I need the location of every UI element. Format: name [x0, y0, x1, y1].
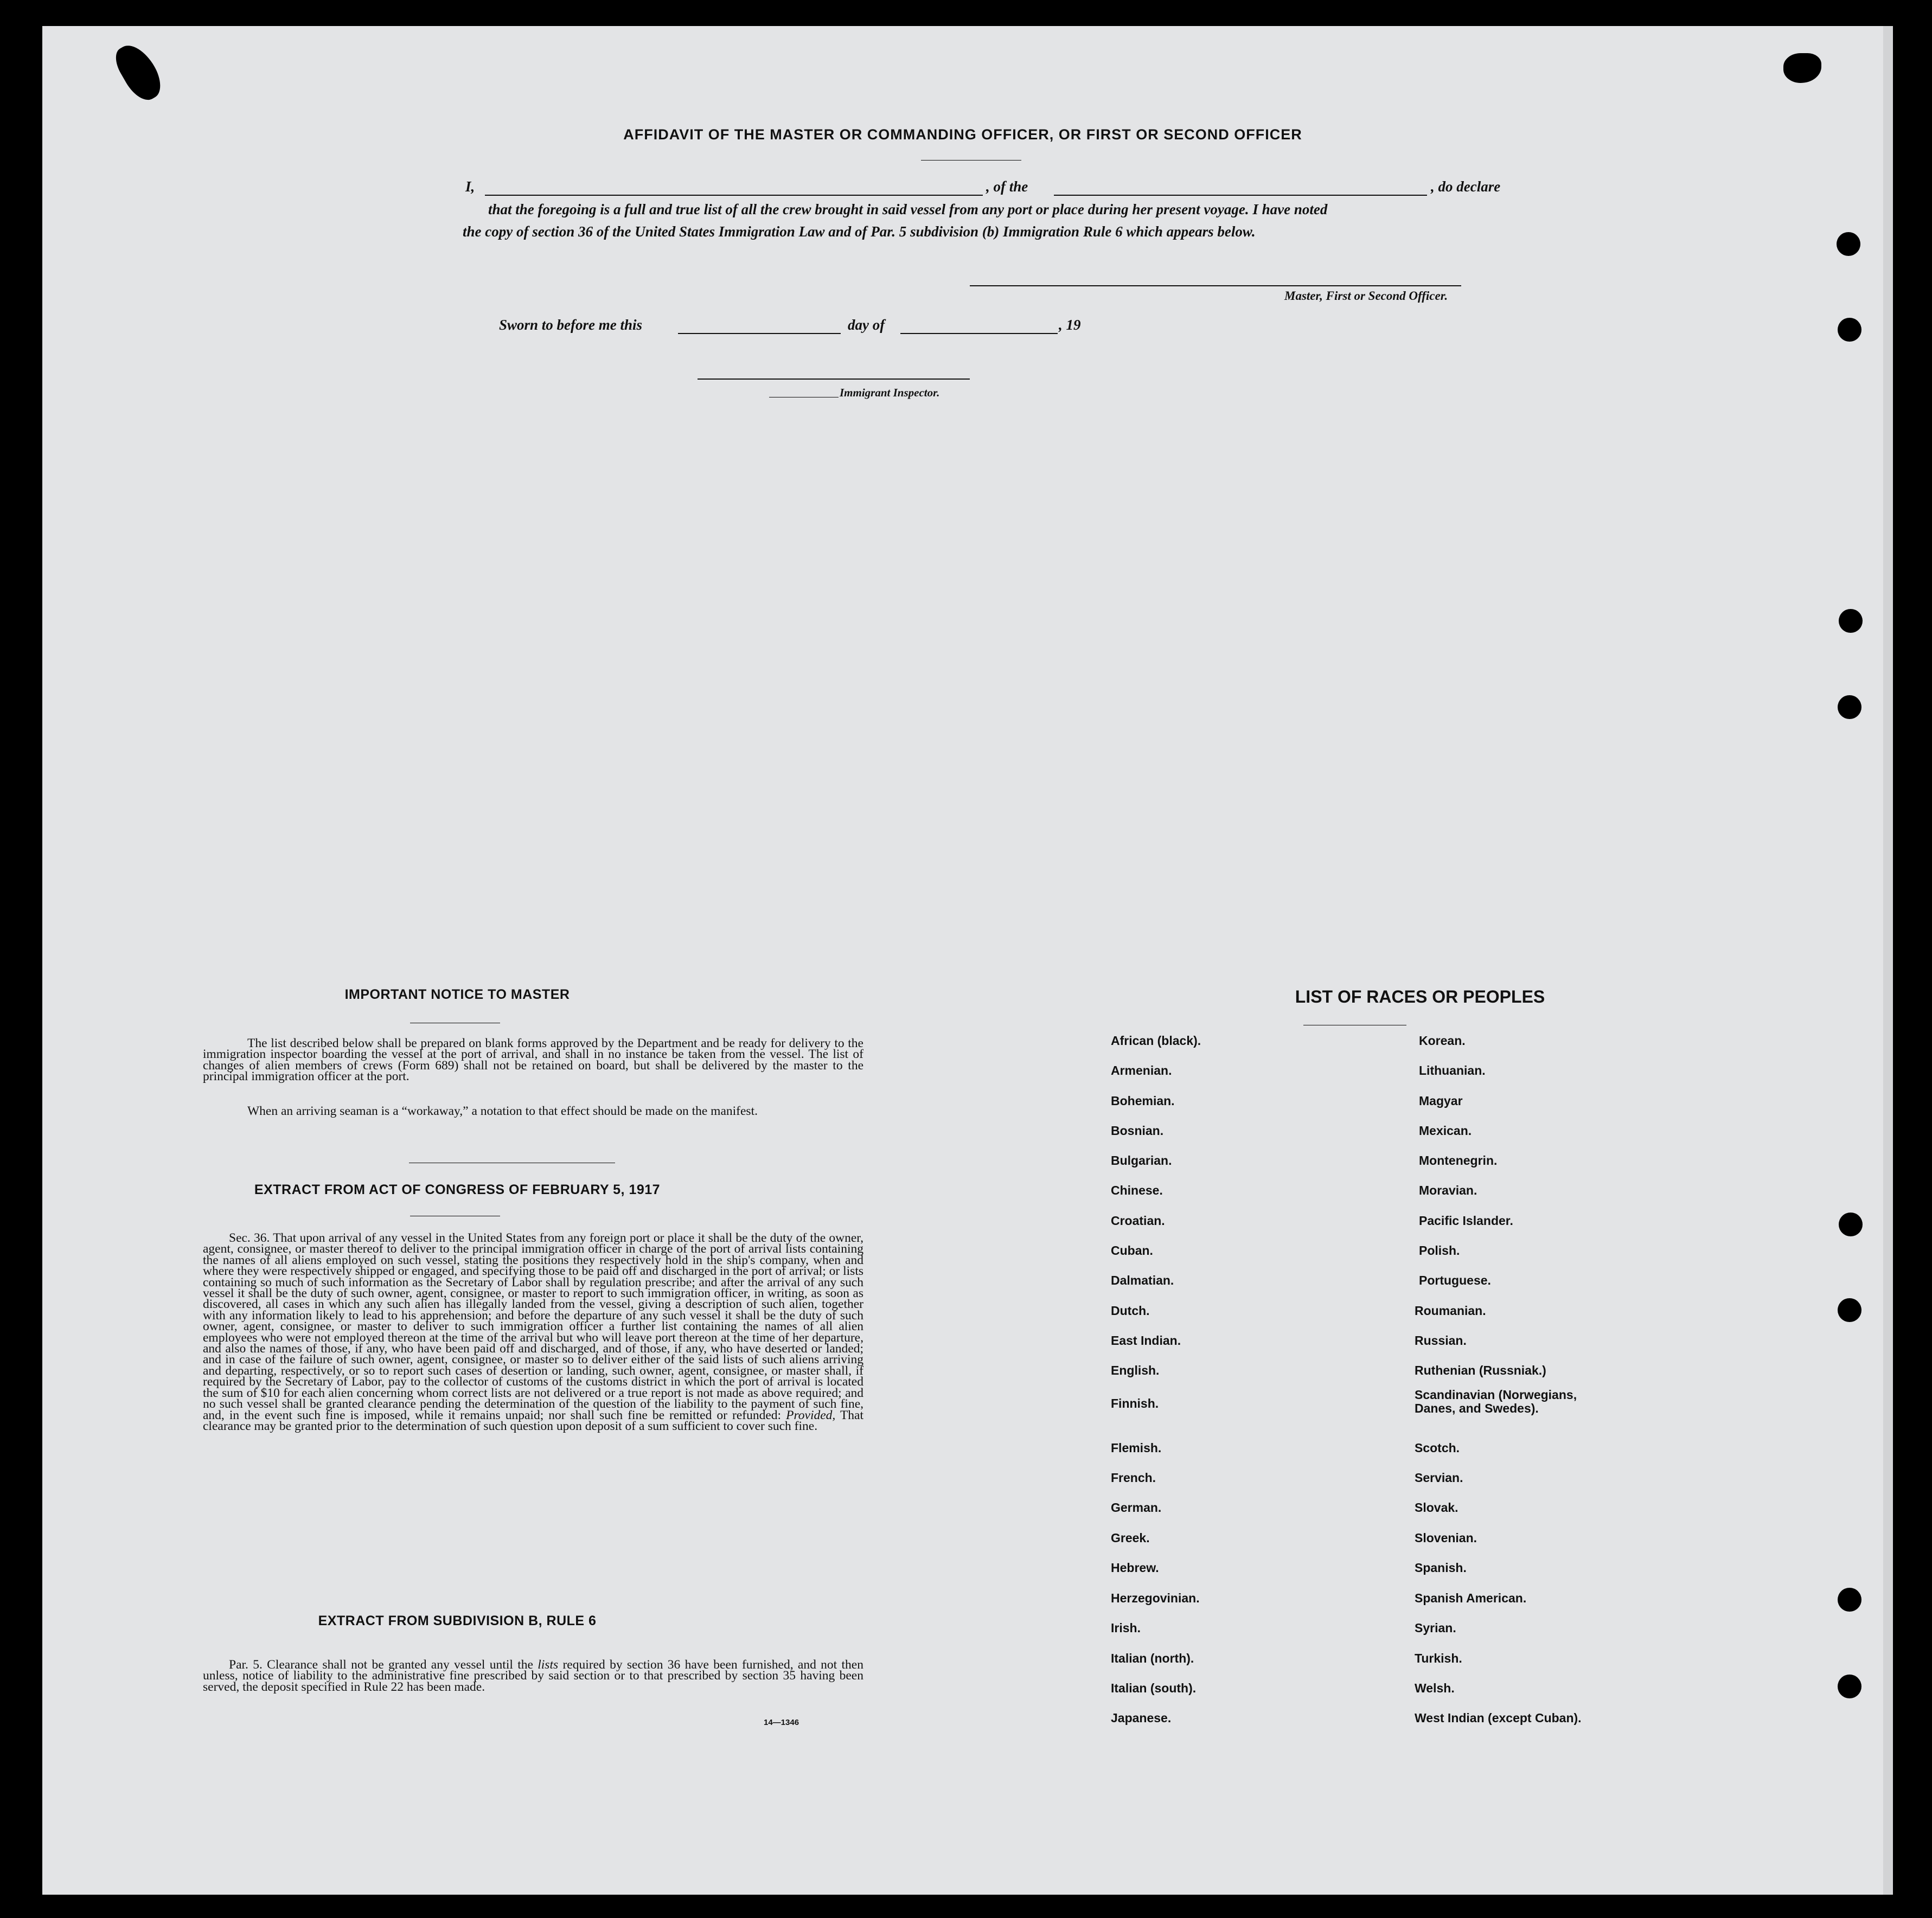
affidavit-line-1 — [465, 178, 1523, 198]
race-item: Armenian. — [1111, 1063, 1172, 1077]
corner-damage — [1783, 53, 1821, 83]
race-item: Roumanian. — [1415, 1304, 1486, 1318]
race-item: Spanish American. — [1415, 1591, 1527, 1605]
rule-text-a: Par. 5. Clearance shall not be granted any vessel until the — [229, 1658, 533, 1672]
race-item: Montenegrin. — [1419, 1153, 1498, 1168]
race-item: Magyar — [1419, 1094, 1463, 1108]
sworn-month-blank[interactable] — [900, 333, 1058, 334]
binder-hole — [1838, 318, 1861, 342]
label-do-declare: , do declare — [1431, 178, 1501, 195]
race-item: Ruthenian (Russniak.) — [1415, 1363, 1546, 1377]
race-item: Greek. — [1111, 1531, 1150, 1545]
notice-para-1: The list described below shall be prepared on blank forms approved by the Department and be ready for delivery to the immigration inspector boarding the vessel at the port of arrival, and shall in no instance be taken from the vessel. The list of changes of alien members of crews (Form 689) shall not be retained on board, but shall be delivered by the master to the principal immigration officer at the port. — [203, 1036, 863, 1084]
act-text-b: That clearance may be granted prior to the determination of such question upon deposit of a sum sufficient to cover such fine. — [203, 1408, 864, 1433]
label-of-the: , of the — [986, 178, 1028, 195]
sworn-day-label: day of — [848, 317, 885, 333]
vessel-blank[interactable] — [1054, 195, 1427, 196]
act-body — [203, 1233, 863, 1432]
race-item: German. — [1111, 1500, 1162, 1515]
binder-hole — [1838, 695, 1861, 719]
race-item: Hebrew. — [1111, 1561, 1159, 1575]
races-title: LIST OF RACES OR PEOPLES — [1295, 987, 1545, 1006]
race-item: Servian. — [1415, 1471, 1463, 1485]
label-i: I, — [465, 178, 475, 195]
race-item: Portuguese. — [1419, 1273, 1491, 1287]
race-item: Cuban. — [1111, 1243, 1153, 1258]
race-item: Polish. — [1419, 1243, 1460, 1258]
race-item: Slovak. — [1415, 1500, 1458, 1515]
inspector-label: Immigrant Inspector. — [840, 386, 940, 399]
rule-lists: lists — [538, 1658, 559, 1672]
corner-damage — [110, 38, 168, 106]
race-item: Bohemian. — [1111, 1094, 1175, 1108]
title-rule — [921, 160, 1021, 161]
affidavit-line-3: the copy of section 36 of the United States Immigration Law and of Par. 5 subdivision (b) Immigration Rule 6 which appears below. — [463, 223, 1256, 240]
race-item: Dalmatian. — [1111, 1273, 1174, 1287]
race-item: Irish. — [1111, 1621, 1141, 1635]
race-item: Italian (south). — [1111, 1681, 1197, 1695]
sworn-date-blank[interactable] — [678, 333, 841, 334]
inspector-signature-line[interactable] — [698, 379, 970, 380]
race-item: Russian. — [1415, 1333, 1467, 1348]
race-item: Mexican. — [1419, 1124, 1472, 1138]
sworn-year-label: , 19 — [1059, 317, 1081, 333]
race-item: Croatian. — [1111, 1214, 1165, 1228]
race-item: Bosnian. — [1111, 1124, 1164, 1138]
signature-line[interactable] — [970, 285, 1461, 286]
name-blank[interactable] — [485, 195, 983, 196]
race-item: English. — [1111, 1363, 1160, 1377]
act-text-a: That upon arrival of any vessel in the United States from any foreign port or place it shall be the duty of the owner, agent, consignee, or master thereof to deliver to the principal immigration officer in charge of the port of arrival lists containing the names of all aliens employed on such vessel, stating the positions they respectively hold in the ship's company, when and where they were respectively shipped or engaged, and specifying those to be paid off and discharged in the port of arrival; or lists containing so much of such information as the Secretary of Labor shall by regulation prescribe; and after the arrival of any such vessel it shall be the duty of such owner, agent, consignee, or master to report to such immigration officer, in writing, as soon as discovered, all cases in which any such alien has illegally landed from the vessel, giving a description of such alien, together with any information likely to lead to his apprehension; and before the departure of any such vessel it shall be the duty of such owner, agent, consignee, or master to deliver to such immigration officer a further list containing the names of all alien employees who were not employed thereon at the time of the arrival but who will leave port thereon at the time of her departure, and also the names of those, if any, who have been paid off and discharged, and of those, if any, who have deserted or landed; and in case of the failure of such owner, agent, consignee, or master so to deliver either of the said lists of such aliens arriving and departing, respectively, or so to report such cases of desertion or landing, such owner, agent, consignee, or master shall, if required by the Secretary of Labor, pay to the collector of customs of the customs district in which the port of arrival is located the sum of $10 for each alien concerning whom correct lists are not delivered or a true report is not made as above required; and no such vessel shall be granted clearance pending the determination of the question of the liability to the payment of such fine, and, in the event such fine is imposed, while it remains unpaid; nor shall such fine be remitted or refunded: — [203, 1231, 864, 1422]
form-number: 14—1346 — [764, 1718, 799, 1727]
binder-hole — [1838, 1298, 1861, 1322]
act-provided: Provided, — [786, 1408, 836, 1422]
race-item: Lithuanian. — [1419, 1063, 1486, 1077]
binder-hole — [1838, 1675, 1861, 1698]
race-item: French. — [1111, 1471, 1156, 1485]
race-item: Flemish. — [1111, 1441, 1162, 1455]
race-item: Korean. — [1419, 1034, 1466, 1048]
race-item: Bulgarian. — [1111, 1153, 1172, 1168]
race-item: Scandinavian (Norwegians, Danes, and Swedes). — [1415, 1388, 1577, 1415]
sworn-prefix: Sworn to before me this — [499, 317, 643, 333]
rule-text-b: required by section 36 have been furnished, and not then unless, notice of liability to the administrative fine prescribed by said section or to that prescribed by section 35 having been served, the deposit specified in Rule 22 has been made. — [203, 1658, 863, 1694]
race-item: Syrian. — [1415, 1621, 1456, 1635]
signature-label: Master, First or Second Officer. — [1284, 289, 1448, 303]
race-item: Dutch. — [1111, 1304, 1150, 1318]
form-page — [42, 26, 1893, 1895]
notice-heading: IMPORTANT NOTICE TO MASTER — [344, 987, 570, 1002]
binder-hole — [1837, 232, 1860, 256]
race-item: Turkish. — [1415, 1651, 1462, 1665]
affidavit-line-2: that the foregoing is a full and true list of all the crew brought in said vessel from any port or place during her present voyage. I have noted — [488, 201, 1328, 217]
race-item: West Indian (except Cuban). — [1415, 1711, 1582, 1725]
race-item: African (black). — [1111, 1034, 1201, 1048]
race-item: Moravian. — [1419, 1183, 1477, 1197]
race-item: East Indian. — [1111, 1333, 1181, 1348]
notice-para-2: When an arriving seaman is a “workaway,” a notation to that effect should be made on the manifest. — [247, 1104, 758, 1118]
act-section-label: Sec. 36. — [229, 1231, 270, 1245]
binder-hole — [1839, 1213, 1863, 1236]
act-heading: EXTRACT FROM ACT OF CONGRESS OF FEBRUARY 5, 1917 — [254, 1182, 661, 1197]
race-item: Finnish. — [1111, 1396, 1159, 1410]
rule-body — [203, 1659, 863, 1692]
rule-heading: EXTRACT FROM SUBDIVISION B, RULE 6 — [318, 1613, 597, 1628]
binder-hole — [1839, 609, 1863, 633]
race-item: Italian (north). — [1111, 1651, 1194, 1665]
binder-hole — [1838, 1588, 1861, 1612]
race-item: Chinese. — [1111, 1183, 1163, 1197]
race-item: Slovenian. — [1415, 1531, 1477, 1545]
race-item: Pacific Islander. — [1419, 1214, 1513, 1228]
race-item: Japanese. — [1111, 1711, 1172, 1725]
affidavit-title: AFFIDAVIT OF THE MASTER OR COMMANDING OFFICER, OR FIRST OR SECOND OFFICER — [623, 126, 1302, 143]
race-item: Spanish. — [1415, 1561, 1467, 1575]
race-item: Scotch. — [1415, 1441, 1460, 1455]
race-item: Welsh. — [1415, 1681, 1455, 1695]
race-item: Herzegovinian. — [1111, 1591, 1200, 1605]
sworn-line — [499, 317, 1150, 336]
